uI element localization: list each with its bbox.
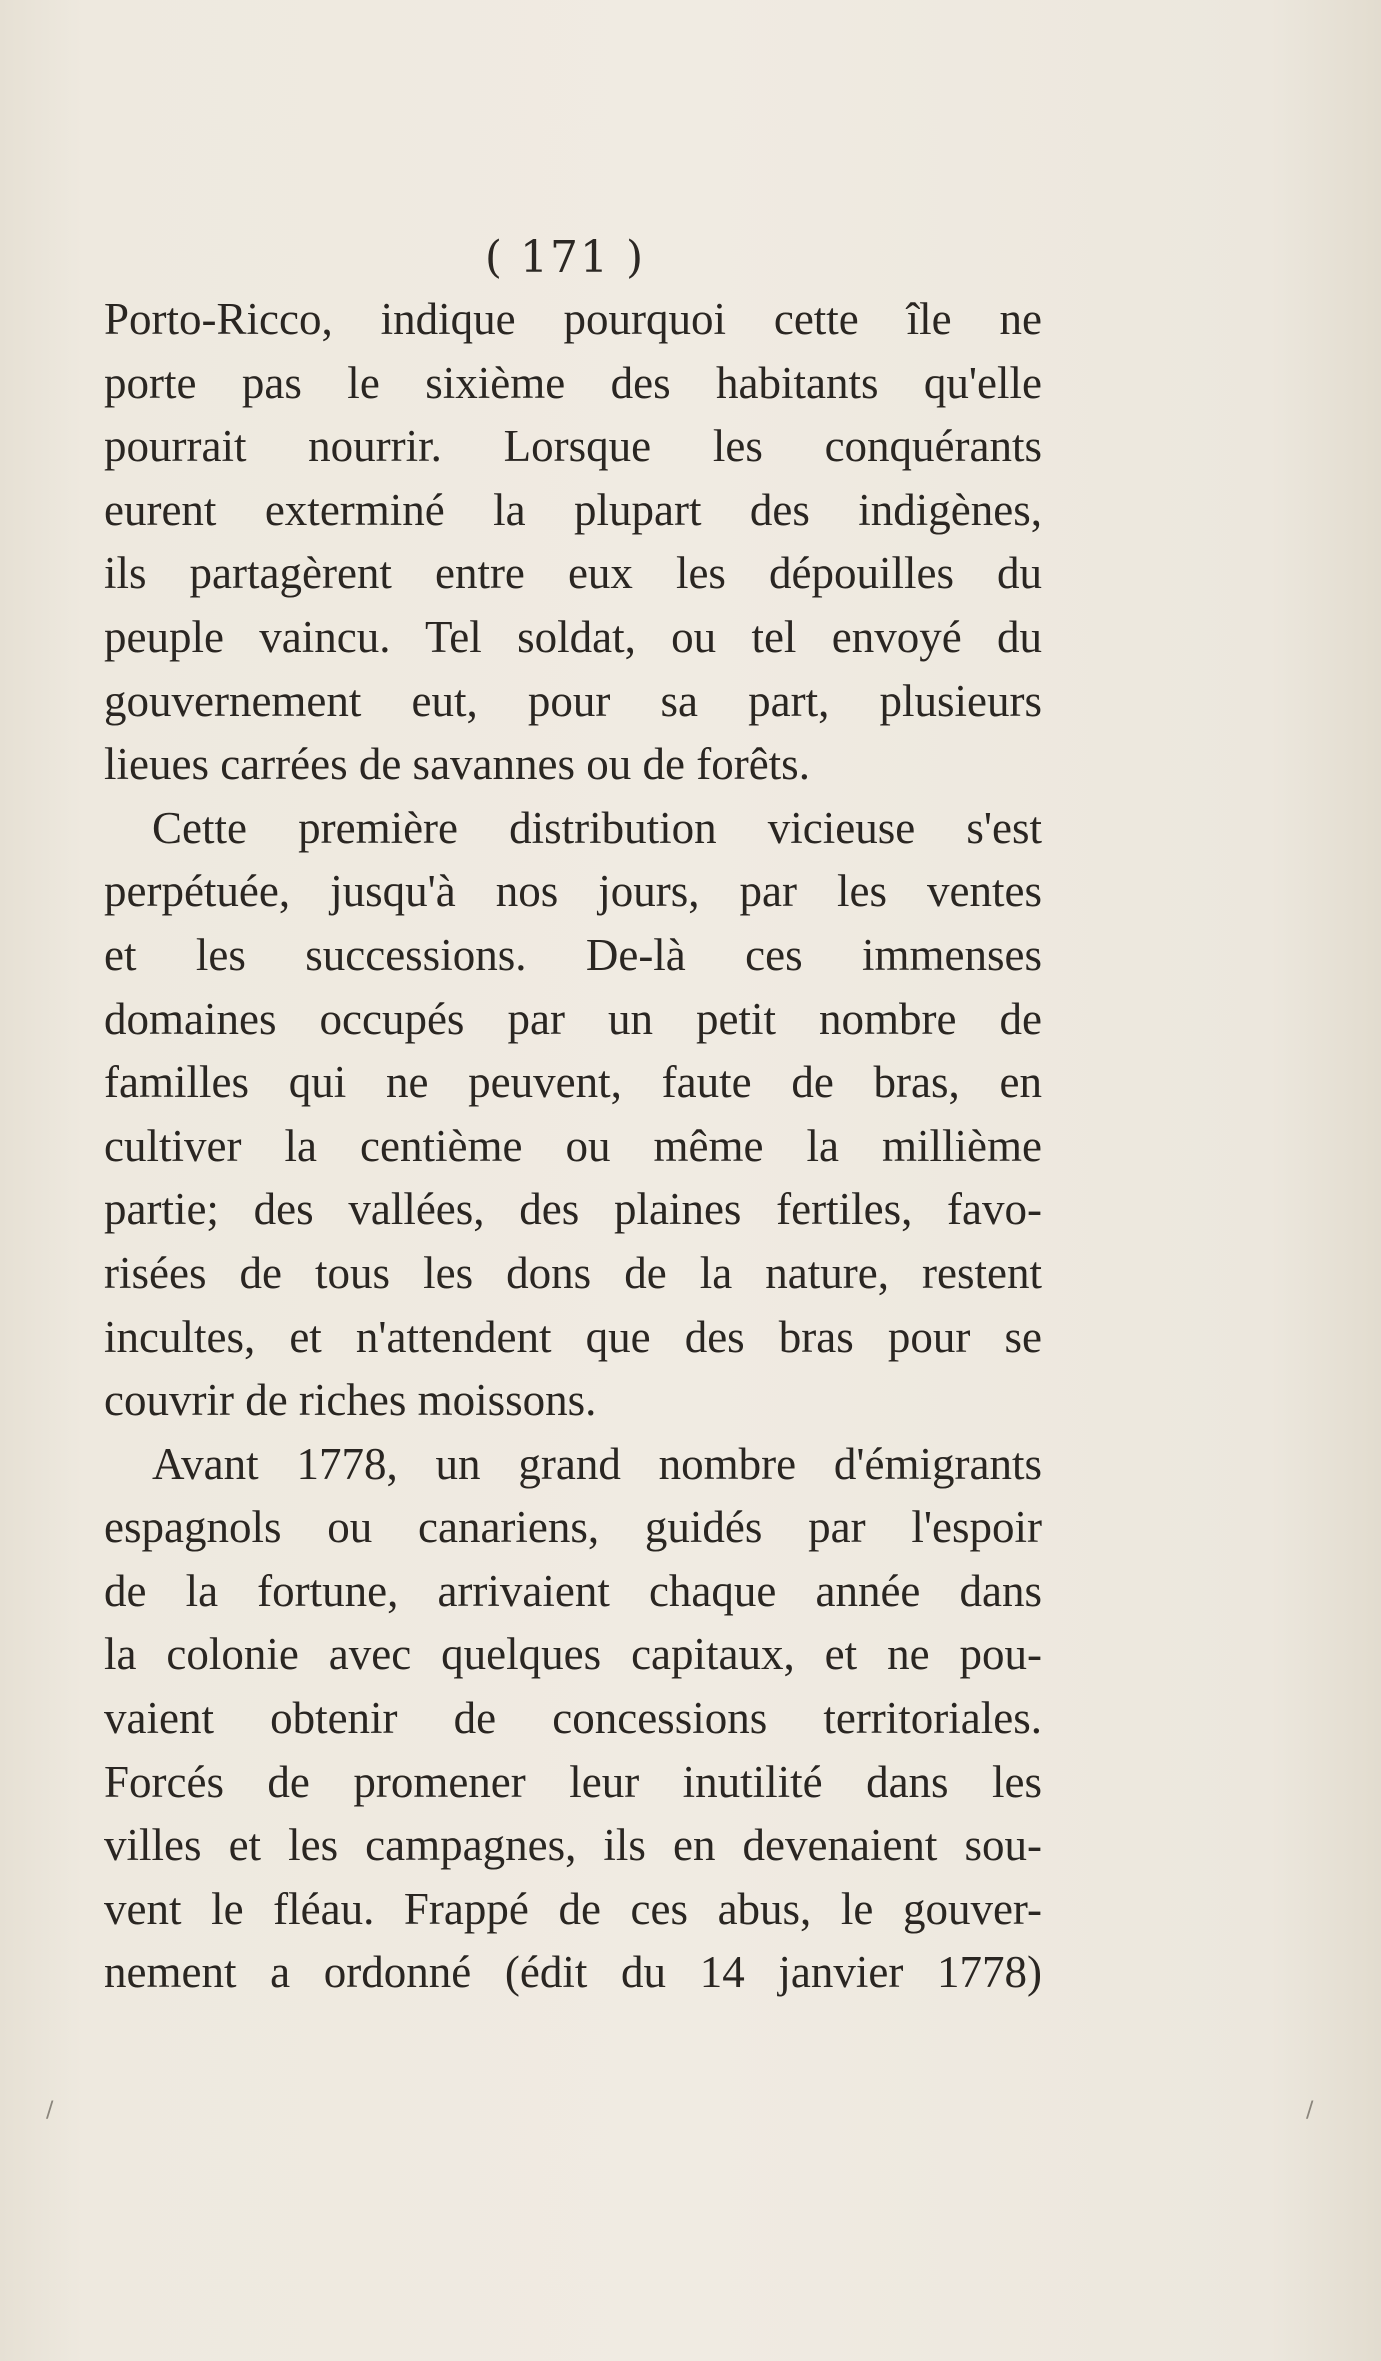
- text-line: vaient obtenir de concessions territoriales.: [104, 1693, 1042, 1744]
- text-line: familles qui ne peuvent, faute de bras, en: [104, 1057, 1042, 1108]
- text-line: et les successions. De-là ces immenses: [104, 929, 1042, 980]
- text-line: porte pas le sixième des habitants qu'elle: [104, 357, 1042, 408]
- text-line: lieues carrées de savannes ou de forêts.: [104, 739, 810, 790]
- text-line: domaines occupés par un petit nombre de: [104, 993, 1042, 1044]
- text-line: partie; des vallées, des plaines fertiles, favo-: [104, 1184, 1042, 1235]
- text-line: perpétuée, jusqu'à nos jours, par les ventes: [104, 866, 1042, 917]
- text-line: nement a ordonné (édit du 14 janvier 1778): [104, 1947, 1042, 1998]
- text-line: Porto-Ricco, indique pourquoi cette île ne: [104, 294, 1042, 344]
- text-line: couvrir de riches moissons.: [104, 1375, 597, 1426]
- text-line: gouvernement eut, pour sa part, plusieurs: [104, 675, 1042, 726]
- text-line: peuple vaincu. Tel soldat, ou tel envoyé du: [104, 611, 1042, 662]
- text-line: villes et les campagnes, ils en devenaient sou-: [104, 1820, 1042, 1871]
- text-line: eurent exterminé la plupart des indigènes,: [104, 484, 1042, 535]
- text-line: ils partagèrent entre eux les dépouilles du: [104, 548, 1042, 599]
- text-line: Forcés de promener leur inutilité dans les: [104, 1756, 1042, 1807]
- text-line: Avant 1778, un grand nombre d'émigrants: [152, 1438, 1042, 1489]
- text-line: incultes, et n'attendent que des bras pour se: [104, 1311, 1042, 1362]
- text-line: la colonie avec quelques capitaux, et ne pou-: [104, 1629, 1042, 1680]
- text-line: pourrait nourrir. Lorsque les conquérants: [104, 421, 1042, 472]
- text-line: vent le fléau. Frappé de ces abus, le gouver-: [104, 1883, 1042, 1934]
- body-text: [104, 288, 1042, 2005]
- stray-mark: /: [46, 2098, 54, 2123]
- stray-mark: /: [1306, 2098, 1314, 2123]
- text-line: de la fortune, arrivaient chaque année dans: [104, 1565, 1042, 1616]
- text-line: Cette première distribution vicieuse s'est: [152, 802, 1042, 853]
- text-line: risées de tous les dons de la nature, restent: [104, 1247, 1042, 1298]
- page-number: ( 171 ): [484, 232, 646, 283]
- text-line: cultiver la centième ou même la millième: [104, 1120, 1042, 1171]
- text-line: espagnols ou canariens, guidés par l'espoir: [104, 1502, 1042, 1553]
